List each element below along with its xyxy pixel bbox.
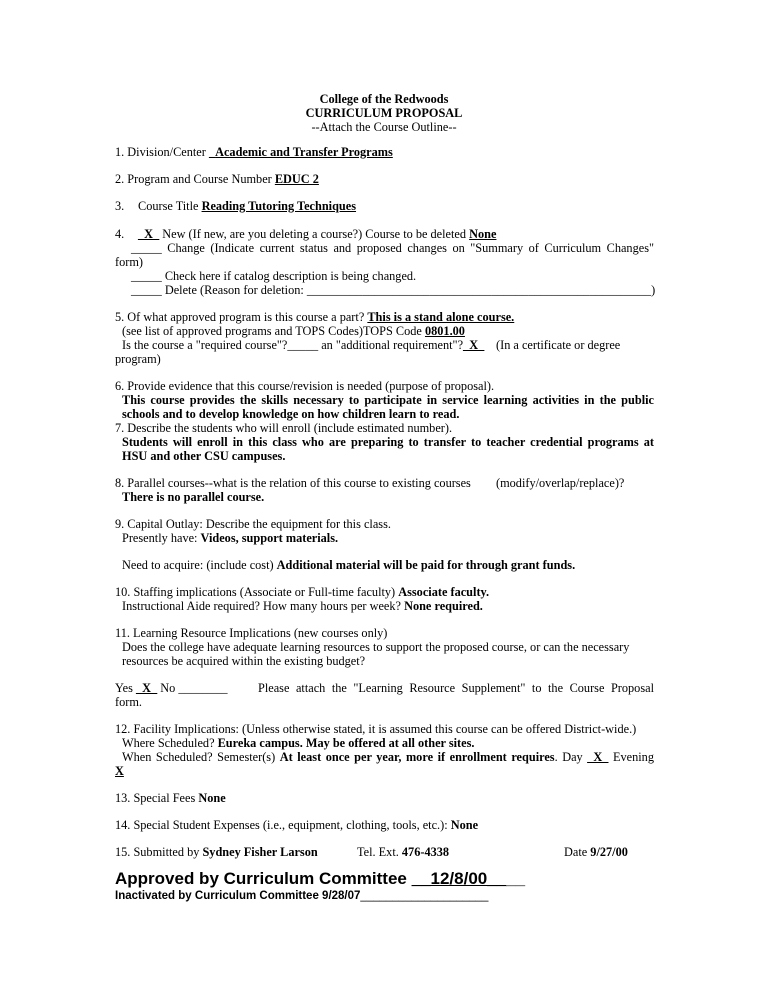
item4-change-row [131, 241, 654, 256]
expenses-label: 14. Special Student Expenses (i.e., equipment, clothing, tools, etc.): [115, 818, 451, 832]
approval-value: __12/8/00__ [411, 869, 507, 888]
new-mark: _X_ [138, 227, 160, 241]
required-text: Is the course a "required course"?_____ an "additional requirement"? [122, 338, 464, 352]
catalog-line: _____ Check here if catalog description is being changed. [131, 269, 417, 283]
program-label: 2. Program and Course Number [115, 172, 275, 186]
approval-tail: __ [506, 869, 526, 888]
item9-question: 9. Capital Outlay: Describe the equipment for this class. [115, 517, 391, 531]
item10-answer: Associate faculty. [398, 585, 490, 599]
tops-row [122, 324, 465, 339]
item8-question-tail: (modify/overlap/replace)? [496, 476, 625, 490]
submitted-label: 15. Submitted by [115, 845, 203, 859]
item11-q-l2: Does the college have adequate learning resources to support the proposed course, or can the necessary [122, 640, 630, 654]
change-cont: form) [115, 255, 143, 269]
where-row [122, 736, 474, 751]
item6-answer-l1: This course provides the skills necessary to participate in service learning activities in the public [122, 393, 654, 407]
day-mark: _X_ [587, 750, 609, 764]
item8-question: 8. Parallel courses--what is the relation of this course to existing courses [115, 476, 471, 490]
document-subtitle: --Attach the Course Outline-- [311, 120, 457, 134]
item12-question: 12. Facility Implications: (Unless otherwise stated, it is assumed this course can be offered District-wide.) [115, 722, 637, 736]
acquire-value: Additional material will be paid for through grant funds. [276, 558, 576, 572]
where-label: Where Scheduled? [122, 736, 218, 750]
date-value: 9/27/00 [590, 845, 628, 859]
attach-cont: form. [115, 695, 142, 709]
yes-label: Yes [115, 681, 136, 695]
yes-mark: _X_ [135, 681, 158, 695]
item7-question: 7. Describe the students who will enroll (include estimated number). [115, 421, 453, 435]
required-tail: (In a certificate or degree [496, 338, 621, 352]
item13-row [115, 791, 226, 806]
item11-q-l3: resources be acquired within the existing budget? [122, 654, 366, 668]
yes-no-row [115, 681, 228, 696]
item-division [115, 145, 393, 160]
course-title-label: Course Title [138, 199, 202, 213]
division-label: 1. Division/Center [115, 145, 209, 159]
submitted-name: Sydney Fisher Larson [202, 845, 318, 859]
inactivated-text: Inactivated by Curriculum Committee 9/28/07 [115, 890, 361, 902]
item5-answer: This is a stand alone course. [367, 310, 515, 324]
change-text: Change (Indicate current status and proposed changes on "Summary of Curriculum Changes" [161, 241, 654, 255]
item11-question: 11. Learning Resource Implications (new courses only) [115, 626, 388, 640]
course-title-value: Reading Tutoring Techniques [201, 199, 357, 213]
item7-answer-l1: Students will enroll in this class who are preparing to transfer to teacher credential programs at [122, 435, 654, 449]
item6-answer-l2: schools and to develop knowledge on how children learn to read. [122, 407, 460, 421]
course-title-row [138, 199, 356, 214]
evening-mark-row [115, 764, 124, 779]
item-course-title [115, 199, 124, 214]
attach-text: Please attach the "Learning Resource Supplement" to the Course Proposal [258, 681, 654, 695]
required-row [122, 338, 484, 353]
date-row [564, 845, 628, 860]
item8-answer: There is no parallel course. [122, 490, 265, 504]
when-row [122, 750, 654, 765]
fees-label: 13. Special Fees [115, 791, 199, 805]
date-label: Date [564, 845, 591, 859]
tel-label: Tel. Ext. [357, 845, 402, 859]
where-value: Eureka campus. May be offered at all other sites. [217, 736, 475, 750]
submitted-row [115, 845, 318, 860]
item10-row [115, 585, 489, 600]
tops-text: (see list of approved programs and TOPS Codes)TOPS Code [122, 324, 425, 338]
evening-label: Evening [608, 750, 654, 764]
document-title: CURRICULUM PROPOSAL [305, 106, 463, 120]
item9-have-row [122, 531, 338, 546]
program-value: EDUC 2 [274, 172, 319, 186]
fees-value: None [198, 791, 226, 805]
delete-line: _____ Delete (Reason for deletion: ________________________________________________________) [131, 283, 656, 297]
evening-mark: X [115, 764, 124, 778]
new-text: New (If new, are you deleting a course?) Course to be deleted [159, 227, 470, 241]
required-mark: _X_ [463, 338, 485, 352]
inactivated-row [115, 889, 488, 904]
aide-value: None required. [404, 599, 483, 613]
delete-course-value: None [469, 227, 497, 241]
aide-row [122, 599, 483, 614]
item6-question: 6. Provide evidence that this course/revision is needed (purpose of proposal). [115, 379, 495, 393]
course-title-num: 3. [115, 199, 125, 213]
approval-row [115, 869, 525, 889]
when-value: At least once per year, more if enrollment requires [279, 750, 555, 764]
aide-label: Instructional Aide required? How many hours per week? [122, 599, 405, 613]
required-cont: program) [115, 352, 161, 366]
change-blank: _____ [131, 241, 162, 255]
item5-question-text: 5. Of what approved program is this course a part? [115, 310, 368, 324]
item10-question: 10. Staffing implications (Associate or Full-time faculty) [115, 585, 399, 599]
division-blank: _ [208, 145, 216, 159]
tel-value: 476-4338 [401, 845, 450, 859]
have-value: Videos, support materials. [200, 531, 339, 545]
when-label: When Scheduled? Semester(s) [122, 750, 280, 764]
item9-acquire-row [122, 558, 575, 573]
acquire-label: Need to acquire: (include cost) [122, 558, 277, 572]
approval-label: Approved by Curriculum Committee [115, 869, 412, 888]
day-label: . Day [554, 750, 588, 764]
item4-new-row [138, 227, 496, 242]
inactivated-line: ____________________ [360, 890, 489, 902]
college-name: College of the Redwoods [319, 92, 449, 106]
have-label: Presently have: [122, 531, 201, 545]
item7-answer-l2: HSU and other CSU campuses. [122, 449, 286, 463]
item-program [115, 172, 319, 187]
division-value: Academic and Transfer Programs [215, 145, 393, 159]
no-label: No ________ [157, 681, 228, 695]
tops-code: 0801.00 [424, 324, 465, 338]
item14-row [115, 818, 478, 833]
item5-question [115, 310, 514, 325]
expenses-value: None [450, 818, 479, 832]
tel-row [357, 845, 449, 860]
item4-num: 4. [115, 227, 125, 241]
